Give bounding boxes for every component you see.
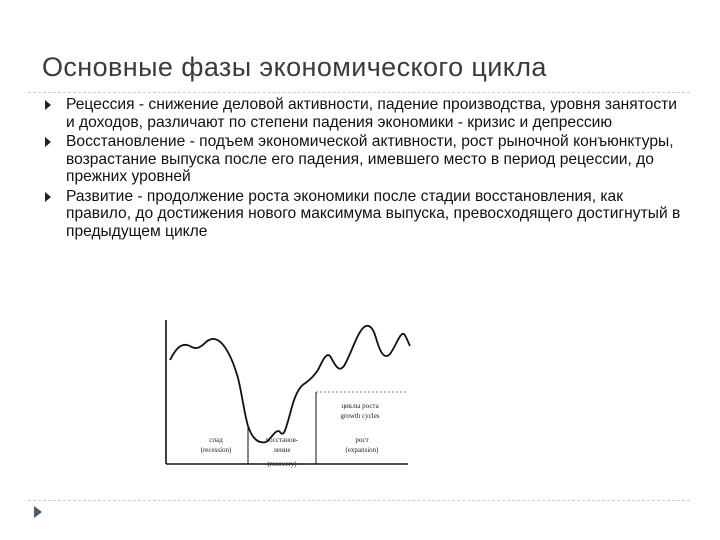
recovery-label-en: (recovery) xyxy=(267,460,297,468)
slide-title: Основные фазы экономического цикла xyxy=(42,52,547,82)
triangle-right-icon xyxy=(45,192,51,202)
cycle-curve xyxy=(170,326,410,443)
bullet-text: Восстановление - подъем экономической активности, рост рыночной конъюнктуры, возрастание выпуска после его падения, имевшего место в период рецессии, до прежних уровней xyxy=(66,133,674,185)
growth-label-ru: циклы роста xyxy=(341,402,379,410)
expansion-label-ru: рост xyxy=(355,436,369,444)
bullet-item-recovery xyxy=(42,133,682,186)
title-divider xyxy=(28,92,690,93)
bullet-list xyxy=(42,96,682,242)
triangle-right-icon xyxy=(45,100,51,110)
expansion-label-en: (expansion) xyxy=(345,446,379,454)
recovery-label-ru-2: ление xyxy=(273,446,291,454)
footer-divider xyxy=(28,500,690,501)
economic-cycle-figure xyxy=(158,318,418,472)
recession-label-en: (recession) xyxy=(200,446,232,454)
cycle-diagram xyxy=(158,318,418,472)
triangle-right-icon xyxy=(34,506,42,518)
recovery-label-ru-1: восстанов- xyxy=(265,436,299,444)
bullet-text: Рецессия - снижение деловой активности, падение производства, уровня занятости и доходов, различают по степени падения экономики - кризис и депрессию xyxy=(66,96,677,131)
growth-label-en: growth cycles xyxy=(340,412,380,420)
bullet-item-development xyxy=(42,188,682,241)
bullet-text: Развитие - продолжение роста экономики после стадии восстановления, как правило, до достижения нового максимума выпуска, превосходящего достигнутый в предыдущем цикле xyxy=(66,187,681,240)
bullet-item-recession xyxy=(42,96,682,131)
recession-label-ru: спад xyxy=(209,436,223,444)
triangle-right-icon xyxy=(45,137,51,147)
